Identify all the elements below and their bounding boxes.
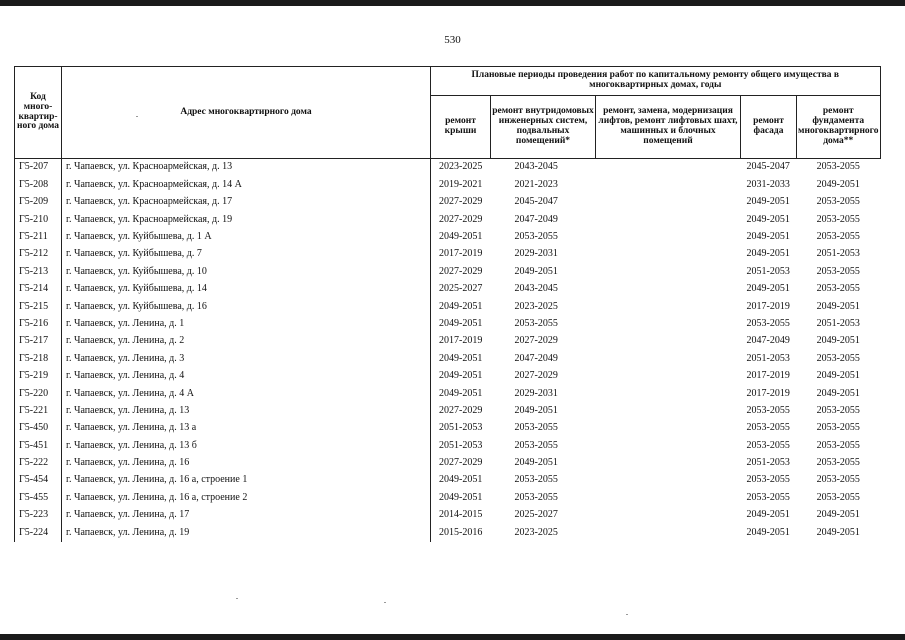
cell-systems: 2049-2051 bbox=[514, 457, 558, 469]
cell-address: г. Чапаевск, ул. Красноармейская, д. 17 bbox=[62, 194, 431, 211]
table-row bbox=[15, 437, 881, 454]
cell-facade: 2049-2051 bbox=[746, 526, 790, 538]
cell-code: Г5-207 bbox=[15, 159, 62, 177]
cell-address: г. Чапаевск, ул. Ленина, д. 4 bbox=[62, 368, 431, 385]
cell-lifts bbox=[596, 194, 741, 211]
table-row bbox=[15, 472, 881, 489]
table-row bbox=[15, 402, 881, 419]
cell-lifts bbox=[596, 281, 741, 298]
cell-facade: 2017-2019 bbox=[746, 300, 790, 312]
cell-foundation: 2053-2055 bbox=[816, 422, 860, 434]
cell-roof: 2027-2029 bbox=[439, 196, 483, 208]
table-row bbox=[15, 211, 881, 228]
cell-roof: 2014-2015 bbox=[439, 509, 483, 521]
cell-address: г. Чапаевск, ул. Ленина, д. 16 а, строение 1 bbox=[62, 472, 431, 489]
cell-lifts bbox=[596, 368, 741, 385]
cell-roof: 2049-2051 bbox=[439, 387, 483, 399]
table-row bbox=[15, 316, 881, 333]
cell-address: г. Чапаевск, ул. Ленина, д. 17 bbox=[62, 507, 431, 524]
cell-code: Г5-213 bbox=[15, 263, 62, 280]
cell-foundation: 2053-2055 bbox=[816, 491, 860, 503]
cell-systems: 2053-2055 bbox=[514, 422, 558, 434]
cell-lifts bbox=[596, 507, 741, 524]
cell-roof: 2027-2029 bbox=[439, 404, 483, 416]
cell-systems: 2043-2045 bbox=[514, 161, 558, 173]
cell-roof: 2027-2029 bbox=[439, 457, 483, 469]
table-body bbox=[15, 159, 881, 542]
cell-systems: 2023-2025 bbox=[514, 300, 558, 312]
cell-address: г. Чапаевск, ул. Ленина, д. 13 bbox=[62, 402, 431, 419]
cell-roof: 2049-2051 bbox=[439, 300, 483, 312]
cell-address: г. Чапаевск, ул. Ленина, д. 16 bbox=[62, 455, 431, 472]
cell-lifts bbox=[596, 402, 741, 419]
cell-address: г. Чапаевск, ул. Ленина, д. 16 а, строение 2 bbox=[62, 489, 431, 506]
cell-foundation: 2051-2053 bbox=[816, 248, 860, 260]
cell-facade: 2051-2053 bbox=[746, 457, 790, 469]
cell-roof: 2049-2051 bbox=[439, 231, 483, 242]
cell-systems: 2049-2051 bbox=[514, 265, 558, 277]
cell-lifts bbox=[596, 437, 741, 454]
scan-speck bbox=[384, 602, 386, 603]
cell-systems: 2047-2049 bbox=[514, 352, 558, 364]
cell-lifts bbox=[596, 159, 741, 177]
cell-address: г. Чапаевск, ул. Ленина, д. 13 б bbox=[62, 437, 431, 454]
cell-systems: 2027-2029 bbox=[514, 370, 558, 382]
cell-systems: 2049-2051 bbox=[514, 404, 558, 416]
table-row bbox=[15, 385, 881, 402]
cell-facade: 2051-2053 bbox=[746, 265, 790, 277]
cell-address: г. Чапаевск, ул. Ленина, д. 19 bbox=[62, 524, 431, 541]
cell-code: Г5-212 bbox=[15, 246, 62, 263]
cell-roof: 2051-2053 bbox=[439, 422, 483, 434]
cell-lifts bbox=[596, 316, 741, 333]
cell-lifts bbox=[596, 350, 741, 367]
cell-facade: 2049-2051 bbox=[746, 213, 790, 225]
cell-roof: 2051-2053 bbox=[439, 439, 483, 451]
cell-facade: 2049-2051 bbox=[746, 231, 790, 242]
cell-systems: 2029-2031 bbox=[514, 248, 558, 260]
cell-foundation: 2053-2055 bbox=[816, 213, 860, 225]
cell-facade: 2049-2051 bbox=[746, 248, 790, 260]
cell-roof: 2049-2051 bbox=[439, 317, 483, 329]
cell-roof: 2017-2019 bbox=[439, 335, 483, 347]
cell-roof: 2049-2051 bbox=[439, 474, 483, 486]
cell-facade: 2047-2049 bbox=[746, 335, 790, 347]
cell-code: Г5-451 bbox=[15, 437, 62, 454]
cell-facade: 2031-2033 bbox=[746, 178, 790, 190]
cell-address: г. Чапаевск, ул. Ленина, д. 4 А bbox=[62, 385, 431, 402]
cell-facade: 2049-2051 bbox=[746, 509, 790, 521]
cell-lifts bbox=[596, 298, 741, 315]
cell-code: Г5-454 bbox=[15, 472, 62, 489]
cell-foundation: 2049-2051 bbox=[816, 509, 860, 521]
cell-address: г. Чапаевск, ул. Куйбышева, д. 16 bbox=[62, 298, 431, 315]
cell-foundation: 2053-2055 bbox=[816, 439, 860, 451]
cell-lifts bbox=[596, 455, 741, 472]
cell-facade: 2053-2055 bbox=[746, 439, 790, 451]
cell-roof: 2025-2027 bbox=[439, 283, 483, 295]
cell-lifts bbox=[596, 176, 741, 193]
table-row bbox=[15, 263, 881, 280]
cell-code: Г5-214 bbox=[15, 281, 62, 298]
cell-code: Г5-220 bbox=[15, 385, 62, 402]
header-roof: ремонт крыши bbox=[431, 96, 491, 159]
cell-facade: 2053-2055 bbox=[746, 474, 790, 486]
cell-systems: 2025-2027 bbox=[514, 509, 558, 521]
cell-foundation: 2053-2055 bbox=[816, 196, 860, 208]
cell-lifts bbox=[596, 263, 741, 280]
cell-lifts bbox=[596, 333, 741, 350]
cell-code: Г5-208 bbox=[15, 176, 62, 193]
cell-systems: 2053-2055 bbox=[514, 231, 558, 242]
cell-code: Г5-221 bbox=[15, 402, 62, 419]
cell-facade: 2017-2019 bbox=[746, 370, 790, 382]
cell-lifts bbox=[596, 211, 741, 228]
cell-lifts bbox=[596, 524, 741, 541]
cell-roof: 2027-2029 bbox=[439, 213, 483, 225]
cell-foundation: 2053-2055 bbox=[816, 265, 860, 277]
page-number: 530 bbox=[444, 34, 461, 46]
cell-facade: 2053-2055 bbox=[746, 491, 790, 503]
cell-code: Г5-224 bbox=[15, 524, 62, 541]
cell-facade: 2053-2055 bbox=[746, 422, 790, 434]
cell-foundation: 2049-2051 bbox=[816, 526, 860, 538]
scan-speck bbox=[626, 614, 628, 615]
cell-code: Г5-216 bbox=[15, 316, 62, 333]
cell-systems: 2045-2047 bbox=[514, 196, 558, 208]
cell-code: Г5-209 bbox=[15, 194, 62, 211]
cell-foundation: 2053-2055 bbox=[816, 231, 860, 242]
cell-lifts bbox=[596, 229, 741, 246]
bottom-scan-border bbox=[0, 634, 905, 640]
cell-code: Г5-222 bbox=[15, 455, 62, 472]
cell-roof: 2049-2051 bbox=[439, 370, 483, 382]
cell-systems: 2043-2045 bbox=[514, 283, 558, 295]
header-systems: ремонт внутридомовых инженерных систем, подвальных помещений* bbox=[491, 96, 596, 159]
cell-lifts bbox=[596, 420, 741, 437]
table-row bbox=[15, 507, 881, 524]
cell-roof: 2017-2019 bbox=[439, 248, 483, 260]
cell-address: г. Чапаевск, ул. Куйбышева, д. 7 bbox=[62, 246, 431, 263]
cell-address: г. Чапаевск, ул. Красноармейская, д. 19 bbox=[62, 211, 431, 228]
cell-systems: 2021-2023 bbox=[514, 178, 558, 190]
cell-address: г. Чапаевск, ул. Красноармейская, д. 14 А bbox=[62, 176, 431, 193]
cell-facade: 2049-2051 bbox=[746, 196, 790, 208]
cell-foundation: 2053-2055 bbox=[816, 352, 860, 364]
cell-roof: 2015-2016 bbox=[439, 526, 483, 538]
cell-facade: 2053-2055 bbox=[746, 404, 790, 416]
cell-facade: 2049-2051 bbox=[746, 283, 790, 295]
cell-lifts bbox=[596, 385, 741, 402]
cell-systems: 2053-2055 bbox=[514, 474, 558, 486]
cell-lifts bbox=[596, 489, 741, 506]
top-scan-border bbox=[0, 0, 905, 6]
table-row bbox=[15, 524, 881, 541]
cell-address: г. Чапаевск, ул. Ленина, д. 1 bbox=[62, 316, 431, 333]
scan-speck bbox=[236, 598, 238, 599]
scan-speck bbox=[136, 116, 138, 117]
cell-systems: 2053-2055 bbox=[514, 317, 558, 329]
table-row bbox=[15, 420, 881, 437]
table-row bbox=[15, 159, 881, 177]
cell-code: Г5-219 bbox=[15, 368, 62, 385]
header-periods: Плановые периоды проведения работ по капитальному ремонту общего имущества в многоквартирных домах, годы bbox=[431, 67, 881, 96]
cell-code: Г5-211 bbox=[15, 229, 62, 246]
table-header bbox=[15, 67, 881, 159]
table-row bbox=[15, 176, 881, 193]
cell-address: г. Чапаевск, ул. Ленина, д. 3 bbox=[62, 350, 431, 367]
cell-facade: 2045-2047 bbox=[746, 161, 790, 173]
cell-address: г. Чапаевск, ул. Куйбышева, д. 10 bbox=[62, 263, 431, 280]
cell-systems: 2053-2055 bbox=[514, 491, 558, 503]
table-row bbox=[15, 333, 881, 350]
cell-systems: 2047-2049 bbox=[514, 213, 558, 225]
cell-roof: 2049-2051 bbox=[439, 352, 483, 364]
header-code: Код много-квартир-ного дома bbox=[15, 67, 62, 159]
header-facade: ремонт фасада bbox=[741, 96, 797, 159]
cell-foundation: 2049-2051 bbox=[816, 178, 860, 190]
table-row bbox=[15, 281, 881, 298]
cell-code: Г5-210 bbox=[15, 211, 62, 228]
cell-foundation: 2049-2051 bbox=[816, 335, 860, 347]
cell-address: г. Чапаевск, ул. Куйбышева, д. 14 bbox=[62, 281, 431, 298]
cell-systems: 2027-2029 bbox=[514, 335, 558, 347]
cell-facade: 2051-2053 bbox=[746, 352, 790, 364]
header-address: Адрес многоквартирного дома bbox=[62, 67, 431, 159]
cell-foundation: 2053-2055 bbox=[816, 457, 860, 469]
cell-roof: 2049-2051 bbox=[439, 491, 483, 503]
cell-lifts bbox=[596, 472, 741, 489]
cell-lifts bbox=[596, 246, 741, 263]
cell-address: г. Чапаевск, ул. Красноармейская, д. 13 bbox=[62, 159, 431, 177]
table-row bbox=[15, 298, 881, 315]
cell-systems: 2023-2025 bbox=[514, 526, 558, 538]
cell-systems: 2053-2055 bbox=[514, 439, 558, 451]
cell-foundation: 2051-2053 bbox=[816, 317, 860, 329]
cell-code: Г5-223 bbox=[15, 507, 62, 524]
table-row bbox=[15, 194, 881, 211]
cell-roof: 2027-2029 bbox=[439, 265, 483, 277]
cell-code: Г5-217 bbox=[15, 333, 62, 350]
cell-foundation: 2053-2055 bbox=[816, 404, 860, 416]
cell-foundation: 2049-2051 bbox=[816, 300, 860, 312]
table-row bbox=[15, 350, 881, 367]
table-row bbox=[15, 489, 881, 506]
cell-address: г. Чапаевск, ул. Ленина, д. 2 bbox=[62, 333, 431, 350]
table-row bbox=[15, 455, 881, 472]
cell-facade: 2017-2019 bbox=[746, 387, 790, 399]
cell-code: Г5-455 bbox=[15, 489, 62, 506]
cell-address: г. Чапаевск, ул. Куйбышева, д. 1 А bbox=[62, 229, 431, 246]
header-foundation: ремонт фундамента многоквартирного дома** bbox=[797, 96, 881, 159]
repair-schedule-table bbox=[14, 66, 881, 542]
cell-foundation: 2049-2051 bbox=[816, 370, 860, 382]
cell-facade: 2053-2055 bbox=[746, 317, 790, 329]
cell-systems: 2029-2031 bbox=[514, 387, 558, 399]
cell-code: Г5-450 bbox=[15, 420, 62, 437]
cell-code: Г5-215 bbox=[15, 298, 62, 315]
table-row bbox=[15, 368, 881, 385]
table-row bbox=[15, 246, 881, 263]
cell-foundation: 2053-2055 bbox=[816, 474, 860, 486]
cell-roof: 2019-2021 bbox=[439, 178, 483, 190]
cell-foundation: 2053-2055 bbox=[816, 283, 860, 295]
cell-foundation: 2053-2055 bbox=[816, 161, 860, 173]
cell-code: Г5-218 bbox=[15, 350, 62, 367]
cell-foundation: 2049-2051 bbox=[816, 387, 860, 399]
header-lifts: ремонт, замена, модернизация лифтов, ремонт лифтовых шахт, машинных и блочных помещений bbox=[596, 96, 741, 159]
cell-roof: 2023-2025 bbox=[439, 161, 483, 173]
cell-address: г. Чапаевск, ул. Ленина, д. 13 а bbox=[62, 420, 431, 437]
table-row bbox=[15, 229, 881, 246]
